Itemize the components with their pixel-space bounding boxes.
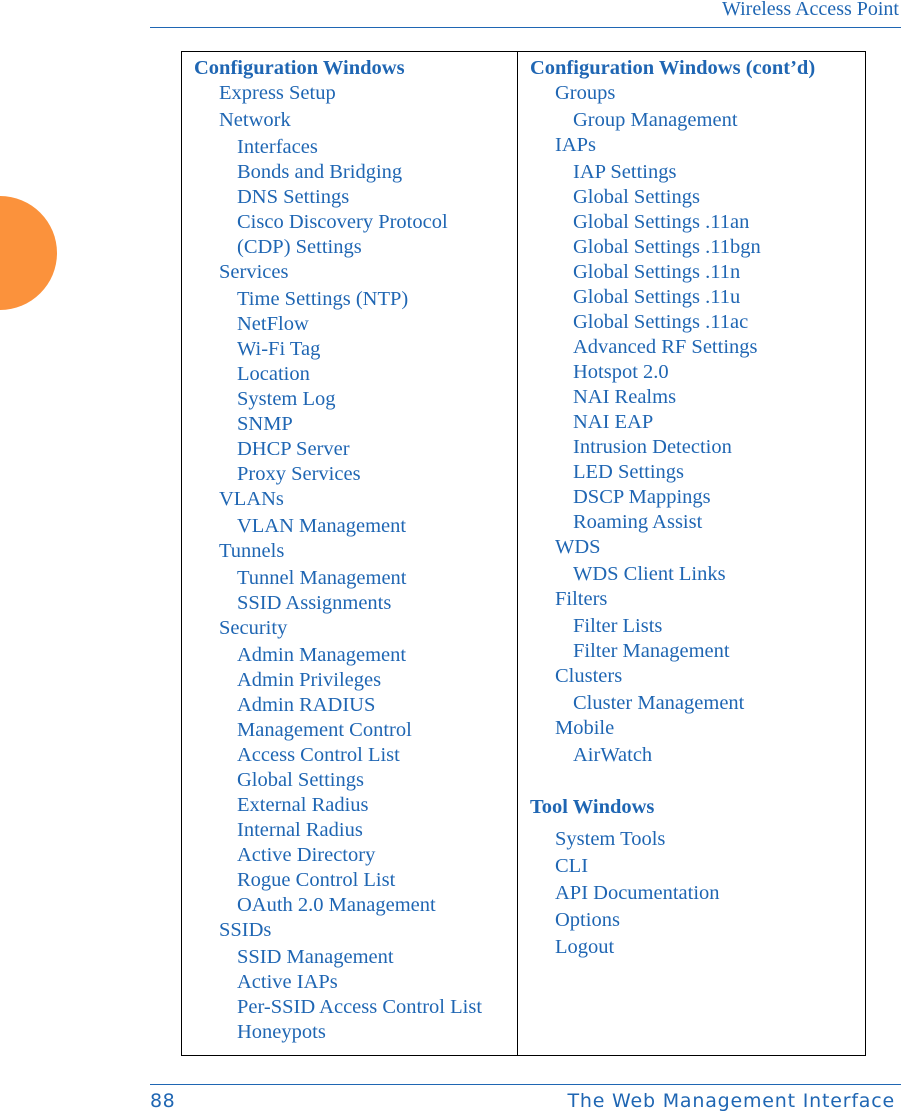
menu-item-internal-radius: Internal Radius <box>237 819 363 841</box>
menu-group-services: Services <box>219 261 289 283</box>
menu-item-per-ssid-access-control-list: Per-SSID Access Control List <box>237 996 483 1018</box>
menu-item-global-settings-11bgn: Global Settings .11bgn <box>573 236 761 258</box>
footer-rule <box>150 1084 901 1085</box>
menu-item-global-settings-11an: Global Settings .11an <box>573 211 750 233</box>
menu-group-express-setup: Express Setup <box>219 82 336 104</box>
menu-group-clusters: Clusters <box>555 665 623 687</box>
section-heading-configuration-windows: Configuration Windows <box>194 57 405 79</box>
menu-group-cli: CLI <box>555 855 589 877</box>
menu-group-network: Network <box>219 109 291 131</box>
menu-item-hotspot-2-0: Hotspot 2.0 <box>573 361 669 383</box>
menu-item-intrusion-detection: Intrusion Detection <box>573 436 732 458</box>
menu-group-vlans: VLANs <box>219 488 284 510</box>
menu-item-nai-eap: NAI EAP <box>573 411 654 433</box>
menu-item-bonds-and-bridging: Bonds and Bridging <box>237 161 403 183</box>
menu-item-management-control: Management Control <box>237 719 412 741</box>
menu-item-group-management: Group Management <box>573 109 738 131</box>
left-column <box>194 56 512 1045</box>
menu-item-iap-settings: IAP Settings <box>573 161 677 183</box>
menu-item-oauth-2-0-management: OAuth 2.0 Management <box>237 894 436 916</box>
page-number: 88 <box>150 1090 176 1112</box>
menu-item-wds-client-links: WDS Client Links <box>573 563 726 585</box>
menu-item-interfaces: Interfaces <box>237 136 318 158</box>
menu-item-led-settings: LED Settings <box>573 461 685 483</box>
menu-item-cisco-discovery-protocol: Cisco Discovery Protocol <box>237 211 448 233</box>
menu-group-mobile: Mobile <box>555 717 615 739</box>
menu-item-nai-realms: NAI Realms <box>573 386 677 408</box>
menu-group-groups: Groups <box>555 82 616 104</box>
menu-item-admin-privileges: Admin Privileges <box>237 669 382 691</box>
menu-item-dhcp-server: DHCP Server <box>237 438 350 460</box>
menu-item-vlan-management: VLAN Management <box>237 515 407 537</box>
menu-group-system-tools: System Tools <box>555 828 666 850</box>
menu-item-advanced-rf-settings: Advanced RF Settings <box>573 336 758 358</box>
menu-item-rogue-control-list: Rogue Control List <box>237 869 396 891</box>
menu-group-wds: WDS <box>555 536 601 558</box>
section-heading-configuration-windows-cont-d: Configuration Windows (cont’d) <box>530 57 816 79</box>
right-column <box>530 56 862 960</box>
menu-item-active-directory: Active Directory <box>237 844 376 866</box>
chapter-tab-marker <box>0 196 57 310</box>
menu-item-system-log: System Log <box>237 388 336 410</box>
menu-item-tunnel-management: Tunnel Management <box>237 567 407 589</box>
menu-item-global-settings-11u: Global Settings .11u <box>573 286 741 308</box>
menu-item-dns-settings: DNS Settings <box>237 186 350 208</box>
menu-item-admin-radius: Admin RADIUS <box>237 694 376 716</box>
menu-group-filters: Filters <box>555 588 608 610</box>
header-rule <box>150 27 901 28</box>
menu-item-global-settings: Global Settings <box>237 769 364 791</box>
menu-group-iaps: IAPs <box>555 134 597 156</box>
menu-item-cluster-management: Cluster Management <box>573 692 745 714</box>
running-header-title: Wireless Access Point <box>722 0 899 20</box>
menu-item-dscp-mappings: DSCP Mappings <box>573 486 711 508</box>
menu-group-ssids: SSIDs <box>219 919 272 941</box>
menu-group-tunnels: Tunnels <box>219 540 285 562</box>
menu-item-filter-management: Filter Management <box>573 640 730 662</box>
menu-item-roaming-assist: Roaming Assist <box>573 511 703 533</box>
menu-item-ssid-assignments: SSID Assignments <box>237 592 392 614</box>
section-heading-tool-windows: Tool Windows <box>530 796 655 818</box>
menu-item-global-settings: Global Settings <box>573 186 700 208</box>
menu-item-admin-management: Admin Management <box>237 644 407 666</box>
menu-item-access-control-list: Access Control List <box>237 744 400 766</box>
menu-item-ssid-management: SSID Management <box>237 946 394 968</box>
menu-item-global-settings-11n: Global Settings .11n <box>573 261 741 283</box>
menu-item-wi-fi-tag: Wi-Fi Tag <box>237 338 321 360</box>
menu-item-filter-lists: Filter Lists <box>573 615 663 637</box>
menu-item-global-settings-11ac: Global Settings .11ac <box>573 311 749 333</box>
menu-item-time-settings-ntp: Time Settings (NTP) <box>237 288 409 310</box>
menu-group-options: Options <box>555 909 620 931</box>
menu-group-security: Security <box>219 617 288 639</box>
menu-item-active-iaps: Active IAPs <box>237 971 338 993</box>
menu-item-proxy-services: Proxy Services <box>237 463 361 485</box>
menu-item-snmp: SNMP <box>237 413 293 435</box>
running-footer-title: The Web Management Interface <box>567 1090 895 1112</box>
menu-item-external-radius: External Radius <box>237 794 369 816</box>
menu-group-api-documentation: API Documentation <box>555 882 720 904</box>
menu-group-logout: Logout <box>555 936 615 958</box>
menu-item-airwatch: AirWatch <box>573 744 653 766</box>
table-column-divider <box>517 51 518 1056</box>
menu-item-cdp-settings: (CDP) Settings <box>237 236 362 258</box>
menu-item-netflow: NetFlow <box>237 313 309 335</box>
menu-item-location: Location <box>237 363 310 385</box>
menu-item-honeypots: Honeypots <box>237 1021 326 1043</box>
